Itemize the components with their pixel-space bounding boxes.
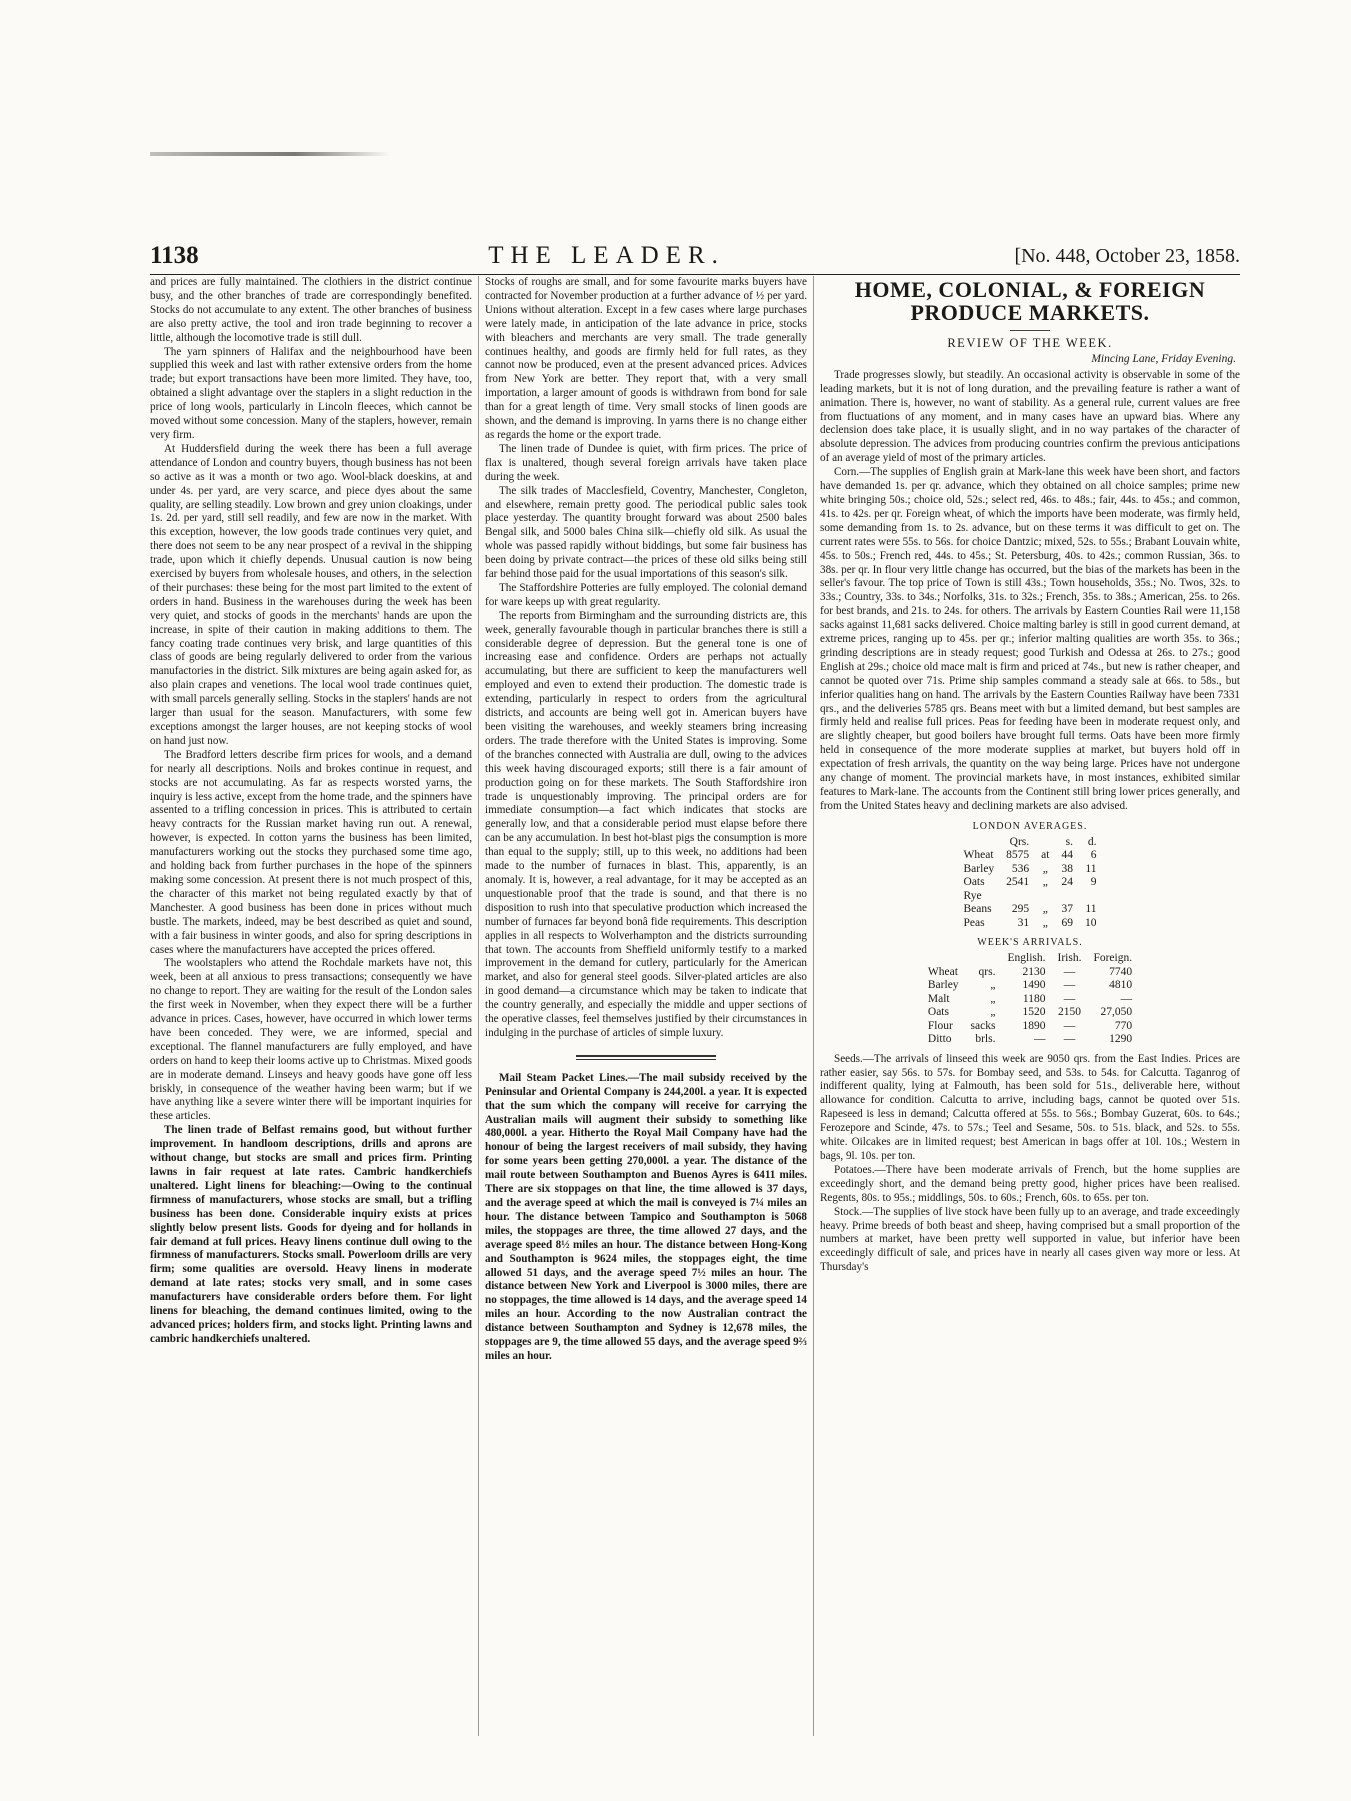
paragraph: The woolstaplers who attend the Rochdale markets have not, this week, been at all anxious to press transactions; consequently we have no change to report. They are waiting for the result of the London sales the first week in November, when they expect there will be a further advance in prices. Cases, however, have occurred in which lower terms have been conceded. They were, we are informed, special and exceptional. The flannel manufacturers are fully employed, and have orders on hand to keep their looms active up to Christmas. Mixed goods are in moderate demand. Linseys and heavy goods have gone off less briskly, in consequence of the weather having been warm; but if we have anything like a severe winter there will be important inquiries for these articles. [150, 957, 472, 1123]
irish-cell: — [1063, 1019, 1076, 1032]
grain-cell: Rye [963, 889, 982, 902]
item-cell: Barley [927, 979, 959, 992]
irish-cell: — [1063, 979, 1076, 992]
separator-cell: „ [1042, 916, 1048, 929]
separator-cell: „ [1042, 862, 1048, 875]
mail-steam-packet-article: Mail Steam Packet Lines.—The mail subsidy received by the Peninsular and Oriental Company is 244,200l. a year. It is expected that the sum which the company will receive for carrying the Australian mails will augment their subsidy to something like 480,000l. a year. Hitherto the Royal Mail Company have had the honour of being the largest receivers of mail subsidy, they having for some years been getting 270,000l. a year. The distance of the mail route between Southampton and Buenos Ayres is 6411 miles. There are six stoppages on that line, the time allowed is 37 days, and the average speed at which the mail is conveyed is 7¼ miles an hour. The distance between Tampico and Southampton is 5068 miles, the stoppages are three, the time allowed 27 days, and the average speed 8½ miles an hour. The distance between Hong-Kong and Southampton is 9624 miles, the stoppages eight, the time allowed 51 days, and the average speed 7½ miles an hour. The distance between New York and Liverpool is 3000 miles, there are no stoppages, the time allowed is 14 days, and the average speed 14 miles an hour. According to the now Australian contract the distance between Southampton and Sydney is 12,678 miles, the stoppages are 9, the time allowed 55 days, and the average speed 9⅔ miles an hour. [485, 1071, 807, 1362]
english-cell: — [1033, 1033, 1046, 1046]
column-header: Irish. [1057, 952, 1082, 965]
qrs-cell: 2541 [1006, 876, 1030, 889]
foreign-cell: 1290 [1109, 1033, 1133, 1046]
paragraph: The linen trade of Belfast remains good, but without further improvement. In handloom descriptions, drills and aprons are without change, but stocks are small and prices firm. Printing lawns in fair request at late rates. Cambric handkerchiefs unaltered. Light linens for bleaching:—Owing to the continual firmness of manufacturers, whose stocks are small, but a trifling business has been done. Considerable inquiry exists at prices slightly below present lists. Goods for dyeing and for hollands in fair demand at full prices. Heavy linens continue dull owing to the firmness of manufacturers. Stocks small. Powerloom drills are very firm; some qualities are oversold. Heavy linens in moderate demand at late rates; stocks very small, and in some cases manufacturers have considerable orders before them. For light linens for bleaching, the demand continues limited, owing to the advanced prices; holders firm, and stocks light. Printing lawns and cambric handkerchiefs unaltered. [150, 1124, 472, 1345]
pence-cell: 9 [1090, 876, 1097, 889]
qrs-cell: 295 [1011, 903, 1030, 916]
divider [1010, 330, 1050, 331]
pence-cell: 10 [1084, 916, 1097, 929]
grain-cell: Wheat [963, 849, 994, 862]
table-row [922, 1006, 1138, 1020]
unit-cell: „ [990, 979, 996, 992]
weeks-arrivals-table [922, 952, 1138, 1047]
seeds-paragraph: Seeds.—The arrivals of linseed this week are 9050 qrs. from the East Indies. Prices are rather easier, say 56s. to 57s. for Bombay seed, and 53s. to 54s. for Calcutta. Taganrog of indifferent quality, lying at Falmouth, has been sold for 51s., deliverable here, without allowance for condition. Calcutta to arrive, including bags, cannot be quoted over 51s. Rapeseed is less in demand; Calcutta offered at 55s. to 56s.; Bombay Guzerat, 60s. to 64s.; Ferozepore and Scinde, 47s. to 57s.; Teel and Sesame, 50s. to 51s. black, and 52s. to 55s. white. Oilcakes are in limited request; best American in bags offer at 10l. 10s.; Western in bags, 9l. 10s. per ton. [820, 1052, 1240, 1162]
shillings-cell: 24 [1061, 876, 1073, 889]
irish-cell: — [1063, 965, 1076, 978]
qrs-cell: 536 [1011, 862, 1030, 875]
irish-cell: — [1063, 1033, 1076, 1046]
corn-paragraph: Corn.—The supplies of English grain at Mark-lane this week have been short, and factors have demanded 1s. per qr. advance, which they obtained on all choice samples; prime new white bringing 50s.; choice old, 52s.; select red, 46s. to 48s.; fair, 44s. to 45s.; and common, 41s. to 42s. per qr. Foreign wheat, of which the imports have been moderate, was firmly held, some demanding from 1s. to 2s. advance, but on these terms it was difficult to get on. The current rates were 55s. to 56s. for choice Dantzic; mixed, 52s. to 55s.; Brabant Louvain white, 45s. to 50s.; French red, 44s. to 45s.; St. Petersburg, 40s. to 42s.; common Russian, 36s. to 38s. per qr. In flour very little change has occurred, but the bias of the markets has been in the seller's favour. The top price of Town is still 43s.; Town households, 35s.; No. Twos, 32s. to 33s.; Country, 33s. to 34s.; Norfolks, 31s. to 32s.; French, 35s. to 38s.; American, 25s. to 26s. for best brands, and 21s. to 24s. for others. The arrivals by Eastern Counties Rail were 11,158 sacks against 11,681 sacks delivered. Choice malting barley is still in good current demand, at extreme prices, ranging up to 45s. per qr.; inferior malting qualities are worth 35s. to 36s.; grinding descriptions are in steady request; good Turkish and Odessa at 26s. to 27s.; good English at 29s.; choice old mace malt is firm and priced at 74s., but new is rather cheaper, and cannot be quoted over 71s. Prime ship samples command a steady sale at 66s. to 58s., but inferior qualities hang on hand. The arrivals by the Eastern Counties Railway have been 7331 qrs., and the deliveries 5785 qrs. Beans meet with but a limited demand, but best samples are firmly held and realise full prices. Peas for feeding have been in moderate request only, and are slightly cheaper, but good boilers have brought full terms. Oats have been more firmly held in consequence of the more moderate supplies at market, but buyers hold off in expectation of fresh arrivals, the quantity on the way being large. Prices have not undergone any change of moment. The provincial markets have, in most instances, exhibited similar features to Mark-lane. The accounts from the Continent still bring lower prices generally, and from the United States heavy and declining markets are also advised. [820, 466, 1240, 812]
section-heading-line: HOME, COLONIAL, & FOREIGN [854, 277, 1206, 302]
column-3 [820, 276, 1240, 1746]
potatoes-paragraph: Potatoes.—There have been moderate arrivals of French, but the home supplies are exceedingly short, and the demand being pretty good, higher prices have been realised. Regents, 80s. to 95s.; middlings, 50s. to 60s.; French, 60s. to 65s. per ton. [820, 1163, 1240, 1204]
item-cell: Malt [927, 992, 950, 1005]
shillings-cell: 38 [1061, 862, 1073, 875]
table-row [958, 903, 1103, 917]
column-header: Foreign. [1093, 952, 1133, 965]
table-row [922, 966, 1138, 980]
table-row [958, 863, 1103, 877]
print-smudge [150, 152, 390, 156]
paragraph: The yarn spinners of Halifax and the neighbourhood have been supplied this week and last with rather extensive orders from the home trade; but export transactions have been more limited. They have, too, obtained a slight advantage over the staplers in a slight reduction in the price of long wools, particularly in Lincoln fleeces, which cannot be moved without some concession. Many of the staplers, however, remain very firm. [150, 345, 472, 441]
issue-info: [No. 448, October 23, 1858. [1014, 245, 1240, 267]
column-rule [478, 276, 479, 1736]
item-cell: Ditto [927, 1033, 952, 1046]
table-row [922, 1020, 1138, 1034]
column-1 [150, 276, 472, 1746]
english-cell: 1890 [1022, 1019, 1046, 1032]
column-header: Qrs. [1009, 835, 1030, 848]
foreign-cell: — [1120, 992, 1133, 1005]
pence-cell: 6 [1090, 849, 1097, 862]
separator-cell: „ [1042, 903, 1048, 916]
page-number: 1138 [150, 242, 199, 269]
english-cell: 1180 [1022, 992, 1046, 1005]
qrs-cell: 31 [1017, 916, 1030, 929]
shillings-cell: 37 [1061, 903, 1073, 916]
unit-cell: qrs. [978, 965, 996, 978]
paragraph: At Huddersfield during the week there has been a full average attendance of London and country buyers, though business has not been so active as it was a month or two ago. Wool-black doeskins, at and under 4s. per yard, are very scarce, and piece dyes about the same quality, are selling steadily. Low brown and grey union cloakings, under 1s. 2d. per yard, still sell readily, and few are now in the market. With this exception, however, the low goods trade continues very quiet, and there does not seem to be any near prospect of a revival in the shipping trade, upon which it chiefly depends. Unusual caution is now being exercised by buyers from wholesale houses, and others, in the selection of their purchases: these being for the most part limited to the extent of orders in hand. Business in the warehouses during the week has been very quiet, and stocks of goods in the merchants' hands are upon the increase, in spite of their caution in making additions to them. The fancy coating trade continues very brisk, and large quantities of this class of goods are being regularly delivered to order from the various manufactories in the district. Silk mixtures are being again asked for, as also plain crapes and venetions. The local wool trade continues quiet, with small parcels generally selling. Stocks in the staplers' hands are not larger than usual for the season. Manufacturers, with some few exceptions amongst the larger houses, are not keeping stocks of wool on hand just now. [150, 442, 472, 747]
table-row [958, 876, 1103, 890]
section-divider [576, 1055, 716, 1060]
item-cell: Wheat [927, 965, 958, 978]
table-header-row [922, 952, 1138, 966]
foreign-cell: 770 [1114, 1019, 1133, 1032]
separator-cell: „ [1042, 876, 1048, 889]
foreign-cell: 4810 [1109, 979, 1133, 992]
pence-cell: 11 [1085, 862, 1097, 875]
foreign-cell: 7740 [1109, 965, 1133, 978]
qrs-cell [1000, 890, 1035, 904]
london-averages-table [958, 836, 1103, 931]
unit-cell: brls. [975, 1033, 996, 1046]
unit-cell: „ [990, 992, 996, 1005]
stock-paragraph: Stock.—The supplies of live stock have been fully up to an average, and trade exceedingly heavy. Prime breeds of both beast and sheep, having comprised but a small proportion of the numbers at market, have been pretty well supported in value, but inferior have been exceedingly difficult of sale, and prices have in nearly all cases given way more or less. At Thursday's [820, 1205, 1240, 1274]
section-heading-line: PRODUCE MARKETS. [910, 300, 1150, 325]
column-header: English. [1007, 952, 1046, 965]
item-cell: Oats [927, 1006, 949, 1019]
table-row [958, 890, 1103, 904]
separator-cell: at [1041, 849, 1050, 862]
paper-title: THE LEADER. [488, 242, 725, 269]
irish-cell: — [1063, 992, 1076, 1005]
column-rule [813, 276, 814, 1736]
paragraph: Stocks of roughs are small, and for some favourite marks buyers have contracted for November production at a further advance of ½ per yard. Unions without alteration. Except in a few cases where large purchases were lately made, in anticipation of the late advance in price, stocks with bleachers and merchants are very small. The trade generally continues healthy, and goods are firmly held for full rates, as they cannot now be produced, even at the present advanced prices. Advices from New York are better. They report that, with a very small importation, a larger amount of goods is withdrawn from bond for sale than for a great length of time. Very small stocks of linen goods are shown, and the demand is improving. In yarns there is no change either as regards the home or the export trade. [485, 276, 807, 441]
unit-cell: sacks [970, 1019, 996, 1032]
review-title: REVIEW OF THE WEEK. [947, 336, 1113, 350]
table-row [922, 993, 1138, 1007]
shillings-cell [1055, 890, 1079, 904]
paragraph: The Bradford letters describe firm prices for wools, and a demand for nearly all descriptions. Noils and brokes continue in request, and stocks are not accumulating. As far as respects worsted yarns, the inquiry is less active, except from the home trade, and the spinners have assented to a trifling concession in prices. This is attributed to certain heavy contracts for the Russian market having run out. A renewal, however, is expected. In cotton yarns the business has been limited, manufacturers working out the stocks they purchased some time ago, and holding back from further purchases in the hope of the spinners making some concession. At present there is not much prospect of this, the character of this market not being regulated exactly by that of Manchester. A good business has been done in prices without much bustle. The markets, indeed, may be best described as quiet and sound, with a fair business in winter goods, and also for spring descriptions in cases where the manufacturers have accepted the prices offered. [150, 748, 472, 956]
paragraph: and prices are fully maintained. The clothiers in the district continue busy, and the other branches of trade are correspondingly benefited. Stocks do not accumulate to any extent. The other branches of business are also pretty active, the tool and iron trade beginning to recover a little, although the locomotive trade is still dull. [150, 276, 472, 344]
section-heading [820, 278, 1240, 324]
table-row [922, 1033, 1138, 1047]
english-cell: 2130 [1022, 965, 1046, 978]
grain-cell: Beans [963, 903, 992, 916]
unit-cell: „ [990, 1006, 996, 1019]
english-cell: 1520 [1022, 1006, 1046, 1019]
table-row [958, 917, 1103, 931]
separator-cell [1035, 890, 1055, 904]
paragraph: The reports from Birmingham and the surrounding districts are, this week, generally favourable though in particular branches there is still a considerable degree of depression. But the general tone is one of increasing ease and confidence. Orders are perhaps not actually accumulating, but there are sufficient to keep the manufacturers well employed and even to extend their production. The domestic trade is extending, particularly in respect to orders from the agricultural districts, and accounts are being well got in. American buyers have been visiting the warehouses, and weekly steamers bring increasing orders. The trade therefore with the United States is improving. Some of the branches connected with Australia are dull, owing to the advices this week having discouraged exports; still there is a fair amount of production going on for these markets. The South Staffordshire iron trade is unquestionably improving. The principal orders are for immediate consumption—a fact which indicates that stocks are generally low, and that a considerable period must elapse before there can be any accumulation. In best hot-blast pigs the consumption is more than equal to the supply; still, up to this week, no additions had been made to the number of furnaces in blast. This, apparently, is an anomaly. It is, however, a real advantage, for it may be accepted as an unquestionable proof that the trade is sound, and that there is no disposition to rush into that speculative production which increased the number of furnaces far beyond bonâ fide requirements. This description applies in all respects to Wolverhampton and the districts surrounding that town. The accounts from Sheffield uniformly testify to a marked improvement in the demand for cutlery, particularly for the American market, and also for general steel goods. Silver-plated articles are also in good demand—a circumstance which may be taken to indicate that the country generally, and especially the middle and upper sections of the operative classes, feel themselves justified by their circumstances in indulging in the purchase of articles of simple luxury. [485, 609, 807, 1039]
paragraph: The silk trades of Macclesfield, Coventry, Manchester, Congleton, and elsewhere, remain pretty good. The periodical public sales took place yesterday. The quantity brought forward was about 2500 bales Bengal silk, and 5000 bales China silk—chiefly old silk. As usual the whole was passed rapidly without biddings, but some fair business has been doing by private contract—the prices of these old silks being still far behind those paid for the usual importations of this season's silk. [485, 484, 807, 581]
paragraph: The linen trade of Dundee is quiet, with firm prices. The price of flax is unaltered, though several foreign arrivals have taken place during the week. [485, 442, 807, 483]
item-cell: Flour [927, 1019, 953, 1032]
dateline: Mincing Lane, Friday Evening. [1091, 352, 1236, 365]
london-averages-title: LONDON AVERAGES. [972, 820, 1088, 832]
qrs-cell: 8575 [1006, 849, 1030, 862]
column-header: d. [1087, 835, 1097, 848]
paragraph: Trade progresses slowly, but steadily. An occasional activity is observable in some of the leading markets, but it is not of long duration, and the prevailing feature is rather a want of animation. There is, however, no want of stability. As a general rule, current values are free from fluctuations of any moment, and in many cases have an upward bias. Where any declension does take place, it is usually slight, and in no way partakes of the character of absolute depression. The advices from producing countries confirm the previous anticipations of an average yield of most of the primary articles. [820, 368, 1240, 465]
foreign-cell: 27,050 [1100, 1006, 1133, 1019]
pence-cell [1079, 890, 1103, 904]
pence-cell: 11 [1085, 903, 1097, 916]
table-row [922, 979, 1138, 993]
shillings-cell: 44 [1061, 849, 1073, 862]
grain-cell: Peas [963, 916, 985, 929]
irish-cell: 2150 [1057, 1006, 1081, 1019]
table-row [958, 849, 1103, 863]
column-2 [485, 276, 807, 1746]
shillings-cell: 69 [1061, 916, 1073, 929]
masthead [150, 230, 1240, 275]
grain-cell: Barley [963, 862, 995, 875]
grain-cell: Oats [963, 876, 985, 889]
weeks-arrivals-title: WEEK'S ARRIVALS. [977, 937, 1083, 949]
paragraph: The Staffordshire Potteries are fully employed. The colonial demand for ware keeps up with great regularity. [485, 581, 807, 608]
english-cell: 1490 [1022, 979, 1046, 992]
table-header-row [958, 836, 1103, 850]
column-header: s. [1065, 835, 1073, 848]
